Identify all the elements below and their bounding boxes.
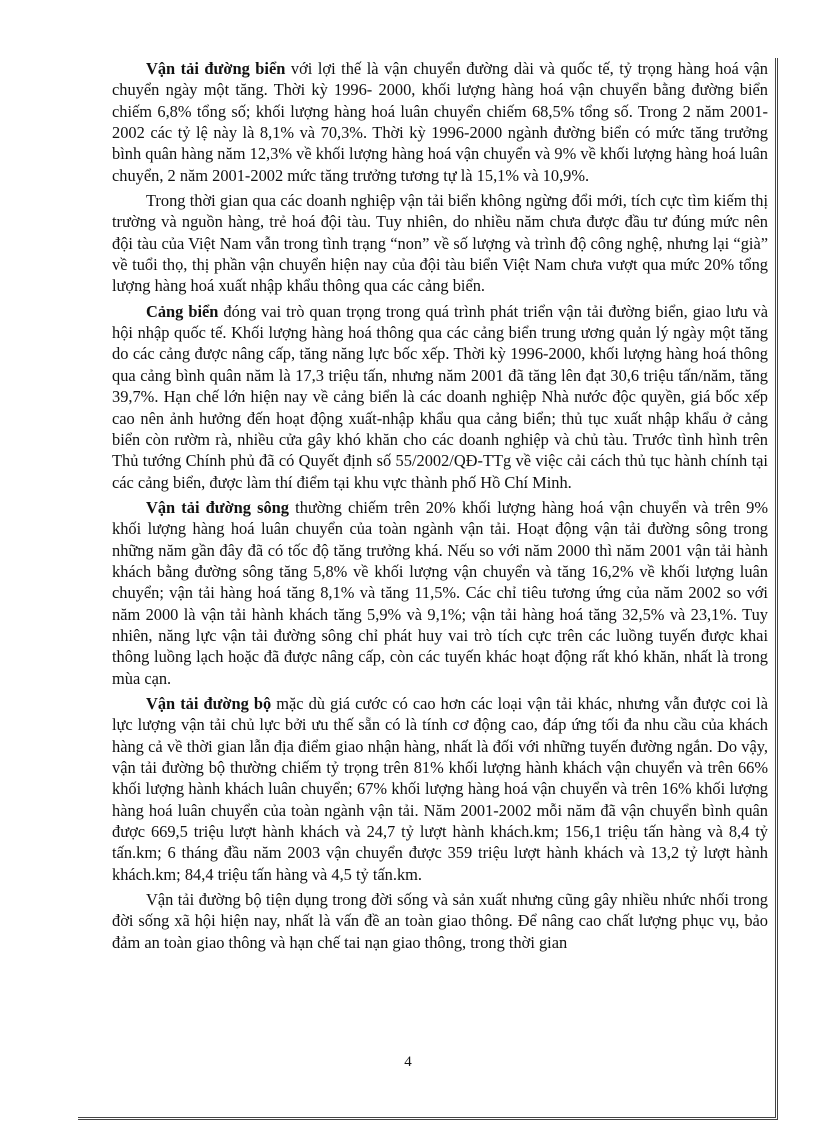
paragraph-text: với lợi thế là vận chuyển đường dài và quốc tế, tỷ trọng hàng hoá vận chuyển ngày một tăng. Thời kỳ 1996- 2000, khối lượng hàng hoá vận chuyển bằng đường biển chiếm 6,8% tổng số; khối lượng hàng hoá luân chuyển chiếm 68,5% tổng số. Trong 2 năm 2001-2002 các tỷ lệ này là 8,1% và 70,3%. Thời kỳ 1996-2000 ngành đường biển có mức tăng trưởng bình quân hàng năm 12,3% về khối lượng hàng hoá vận chuyển và 9% về khối lượng hàng hoá luân chuyển, 2 năm 2001-2002 mức tăng trưởng tương tự là 15,1% và 10,9%.	[112, 59, 769, 185]
paragraph-river-transport	[112, 497, 768, 689]
paragraph-seaports	[112, 301, 768, 493]
paragraph-text: mặc dù giá cước có cao hơn các loại vận tải khác, nhưng vẫn được coi là lực lượng vận tải chủ lực bởi ưu thế sẵn có là tính cơ động cao, đáp ứng tối đa nhu cầu của khách hàng cả về thời gian lẫn địa điểm giao nhận hàng, nhất là đối với những tuyến đường ngắn. Do vậy, vận tải đường bộ thường chiếm tỷ trọng trên 81% khối lượng hành khách vận chuyển và trên 66% khối lượng hành khách luân chuyển; 67% khối lượng hàng hoá vận chuyển và trên 16% khối lượng hàng hoá luân chuyển của toàn ngành vận tải. Năm 2001-2002 mỗi năm đã vận chuyển bình quân được 669,5 triệu lượt hành khách và 24,7 tỷ lượt hành khách.km; 156,1 triệu tấn hàng và 8,4 tỷ tấn.km; 6 tháng đầu năm 2003 vận chuyển được 359 triệu lượt hành khách và 13,2 tỷ lượt hành khách.km; 84,4 triệu tấn hàng và 4,5 tỷ tấn.km.	[112, 693, 768, 884]
paragraph-shipping-fleet	[112, 190, 768, 297]
document-body	[112, 58, 768, 957]
paragraph-text: đóng vai trò quan trọng trong quá trình phát triển vận tải đường biển, giao lưu và hội nhập quốc tế. Khối lượng hàng hoá thông qua các cảng biển trung ương quản lý ngày một tăng do các cảng được nâng cấp, tăng năng lực bốc xếp. Thời kỳ 1996-2000, khối lượng hàng hoá thông qua cảng bình quân năm là 17,3 triệu tấn, nhưng năm 2001 đã tăng lên đạt 30,6 triệu tấn/năm, tăng 39,7%. Hạn chế lớn hiện nay về cảng biển là các doanh nghiệp Nhà nước độc quyền, giá bốc xếp cao nên ảnh hưởng đến hoạt động xuất-nhập khẩu qua cảng biển; thủ tục xuất nhập khẩu ở cảng biển còn rườm rà, nhiều cửa gây khó khăn cho các doanh nghiệp và chủ tàu. Trước tình hình trên Thủ tướng Chính phủ đã có Quyết định số 55/2002/QĐ-TTg về việc cải cách thủ tục hành chính tại các cảng biển, được làm thí điểm tại khu vực thành phố Hồ Chí Minh.	[112, 301, 768, 492]
paragraph-text: thường chiếm trên 20% khối lượng hàng hoá vận chuyển và trên 9% khối lượng hàng hoá luân chuyển của toàn ngành vận tải. Hoạt động vận tải đường sông trong những năm gần đây đã có tốc độ tăng trưởng khá. Nếu so với năm 2000 thì năm 2001 vận tải hành khách bằng đường sông tăng 5,8% về khối lượng vận chuyển và tăng 16,2% về khối lượng luân chuyển; vận tải hàng hoá tăng 8,1% và tăng 11,5%. Các chỉ tiêu tương ứng của năm 2002 so với năm 2000 là vận tải hành khách tăng 5,9% và 9,1%; vận tải hàng hoá tăng 32,5% và 23,1%. Tuy nhiên, năng lực vận tải đường sông chỉ phát huy vai trò tích cực trên các luồng tuyến được khai thông luồng lạch hoặc đã được nâng cấp, còn các tuyến khác hoạt động rất khó khăn, nhất là trong mùa cạn.	[112, 497, 769, 688]
paragraph-lead: Vận tải đường bộ	[146, 693, 272, 713]
paragraph-lead: Cảng biển	[146, 301, 219, 321]
page-number: 4	[404, 1054, 412, 1070]
paragraph-sea-transport	[112, 58, 768, 186]
paragraph-road-transport	[112, 693, 768, 885]
paragraph-lead: Vận tải đường sông	[146, 497, 289, 517]
paragraph-text: Vận tải đường bộ tiện dụng trong đời sống và sản xuất nhưng cũng gây nhiều nhức nhối trong đời sống xã hội hiện nay, nhất là vấn đề an toàn giao thông. Để nâng cao chất lượng phục vụ, bảo đảm an toàn giao thông và hạn chế tai nạn giao thông, trong thời gian	[112, 890, 768, 952]
paragraph-road-safety	[112, 889, 768, 953]
paragraph-lead: Vận tải đường biển	[146, 59, 286, 78]
paragraph-text: Trong thời gian qua các doanh nghiệp vận tải biển không ngừng đổi mới, tích cực tìm kiếm thị trường và nguồn hàng, trẻ hoá đội tàu. Tuy nhiên, do nhiều năm chưa được đầu tư đúng mức nên đội tàu của Việt Nam vẫn trong tình trạng “non” về số lượng và trình độ công nghệ, nhưng lại “già” về tuổi thọ, thị phần vận chuyển hiện nay của đội tàu biển Việt Nam chưa vượt qua mức 20% tổng lượng hàng hoá xuất nhập khẩu thông qua các cảng biển.	[112, 191, 768, 296]
